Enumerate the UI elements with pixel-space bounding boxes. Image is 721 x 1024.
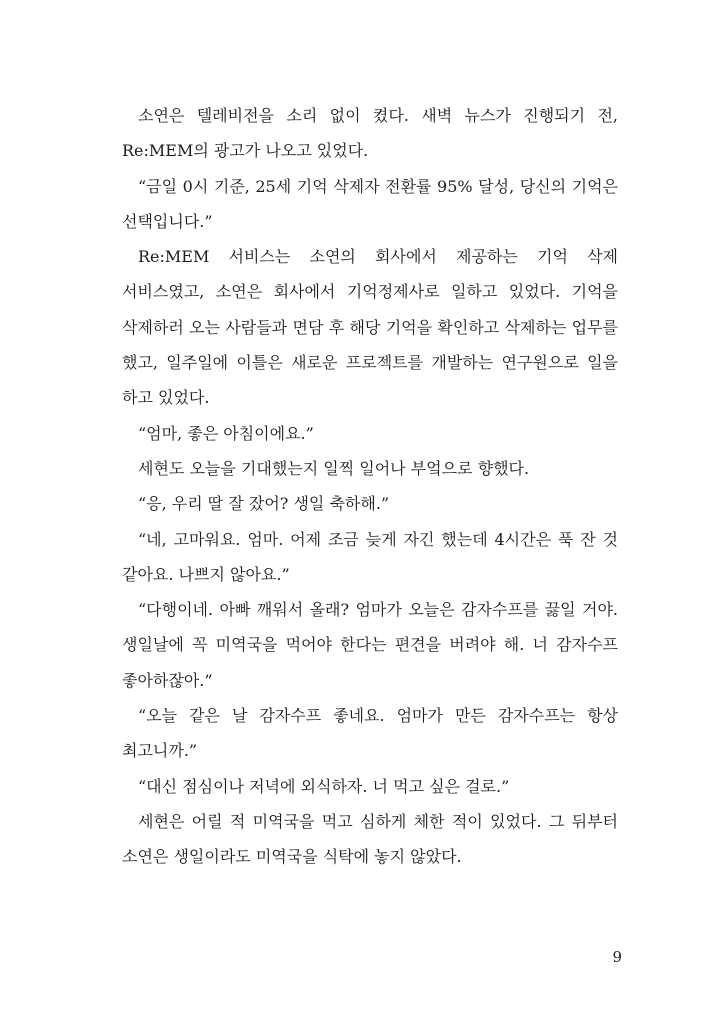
page-number: 9 xyxy=(612,948,622,966)
body-text xyxy=(122,98,618,875)
paragraph: 세현도 오늘을 기대했는지 일찍 일어나 부엌으로 향했다. xyxy=(138,458,530,478)
paragraph: 세현은 어릴 적 미역국을 먹고 심하게 체한 적이 있었다. 그 뒤부터 소연은 생일이라도 미역국을 식탁에 놓지 않았다. xyxy=(122,811,618,867)
paragraph: “엄마, 좋은 아침이에요.” xyxy=(138,423,314,443)
paragraph: “응, 우리 딸 잘 잤어? 생일 축하해.” xyxy=(138,494,390,514)
paragraph: “네, 고마워요. 엄마. 어제 조금 늦게 자긴 했는데 4시간은 푹 잔 것 같아요. 나쁘지 않아요.” xyxy=(122,529,618,584)
paragraph: “다행이네. 아빠 깨워서 올래? 엄마가 오늘은 감자수프를 끓일 거야. 생일날에 꼭 미역국을 먹어야 한다는 편견을 버려야 해. 너 감자수프 좋아하잖아.” xyxy=(122,600,618,690)
paragraph: “대신 점심이나 저녁에 외식하자. 너 먹고 싶은 걸로.” xyxy=(138,776,510,796)
paragraph: 소연은 텔레비전을 소리 없이 켰다. 새벽 뉴스가 진행되기 전, Re:MEM의 광고가 나오고 있었다. xyxy=(122,106,618,161)
paragraph: “오늘 같은 날 감자수프 좋네요. 엄마가 만든 감자수프는 항상 최고니까.” xyxy=(122,706,618,761)
paragraph: “금일 0시 기준, 25세 기억 삭제자 전환률 95% 달성, 당신의 기억은 선택입니다.” xyxy=(122,176,618,231)
paragraph: Re:MEM 서비스는 소연의 회사에서 제공하는 기억 삭제 서비스였고, 소연은 회사에서 기억정제사로 일하고 있었다. 기억을 삭제하러 오는 사람들과 면담 후 해당 기억을 확인하고 삭제하는 업무를 했고, 일주일에 이틀은 새로운 프로젝트를 개발하는 연구원으로 일을 하고 있었다. xyxy=(122,247,618,408)
